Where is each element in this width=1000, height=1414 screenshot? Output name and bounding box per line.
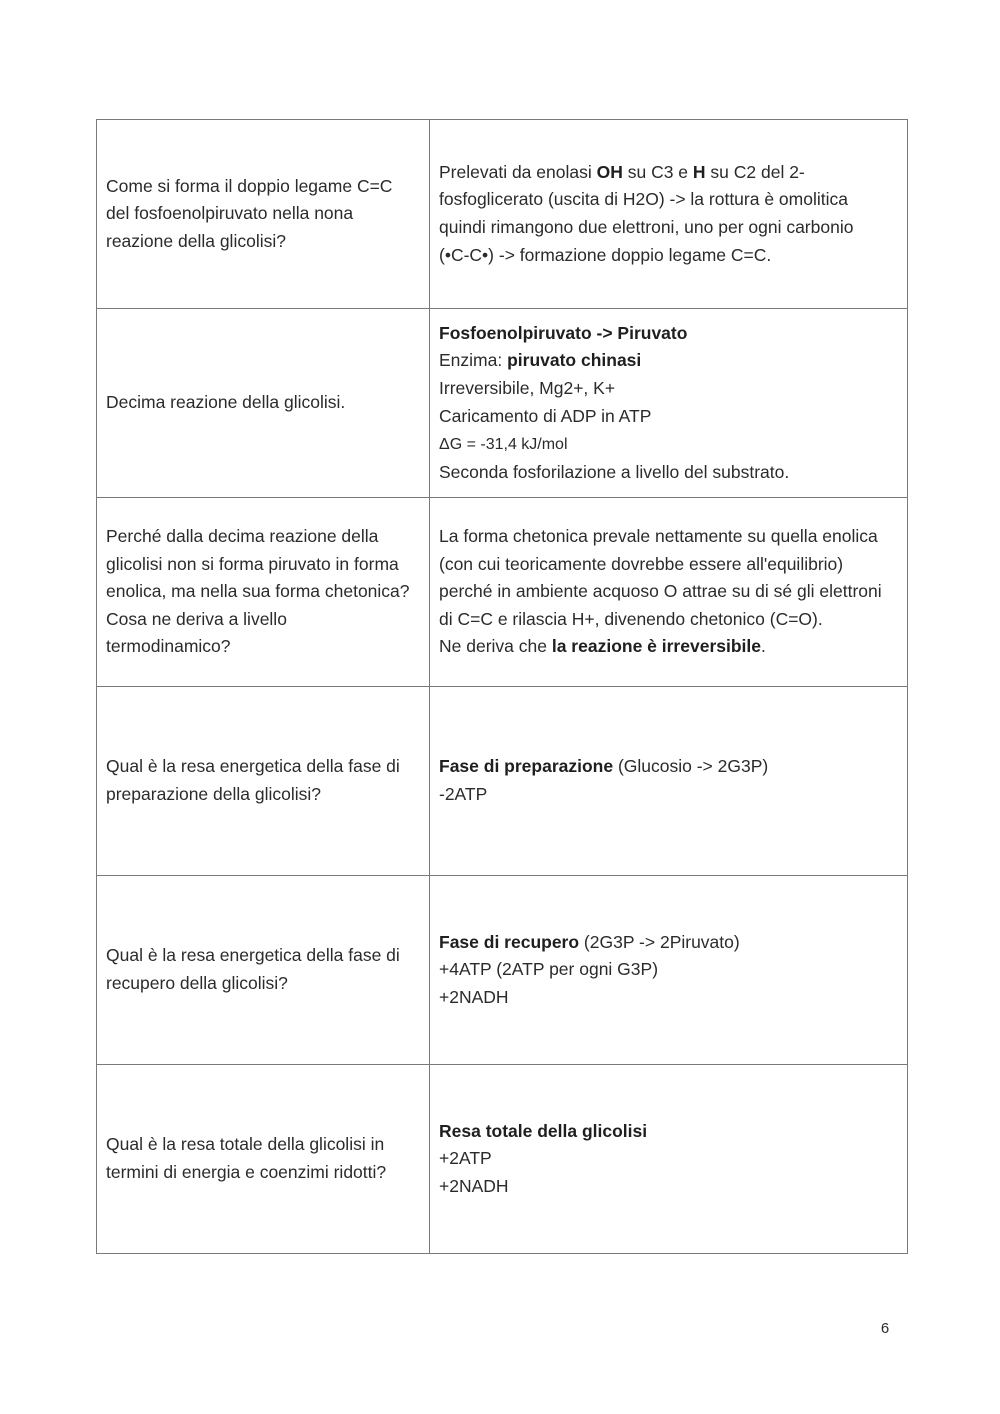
answer-text: su C2 del 2- bbox=[705, 161, 805, 182]
question-line: Qual è la resa energetica della fase di bbox=[106, 945, 400, 966]
answer-text: perché in ambiente acquoso O attrae su di sé gli elettroni bbox=[439, 581, 882, 602]
answer-text: su C3 e bbox=[622, 161, 693, 182]
answer-line bbox=[439, 523, 898, 551]
answer-line bbox=[439, 633, 898, 661]
flashcard-row bbox=[97, 498, 908, 687]
answer-line bbox=[439, 242, 898, 270]
question-line: Cosa ne deriva a livello bbox=[106, 608, 287, 629]
question-cell bbox=[97, 876, 430, 1065]
answer-cell bbox=[430, 1065, 908, 1254]
answer-text: La forma chetonica prevale nettamente su quella enolica bbox=[439, 526, 878, 547]
question-line: Qual è la resa energetica della fase di bbox=[106, 756, 400, 777]
question-line: preparazione della glicolisi? bbox=[106, 784, 321, 804]
answer-cell bbox=[430, 309, 908, 498]
answer-line bbox=[439, 430, 898, 459]
flashcard-row bbox=[97, 687, 908, 876]
answer-line bbox=[439, 984, 898, 1012]
answer-text: (Glucosio -> 2G3P) bbox=[613, 756, 769, 777]
answer-line bbox=[439, 781, 898, 809]
answer-line bbox=[439, 956, 898, 984]
question-line: Qual è la resa totale della glicolisi in bbox=[106, 1134, 385, 1155]
answer-text: (2G3P -> 2Piruvato) bbox=[579, 931, 740, 952]
question-line: recupero della glicolisi? bbox=[106, 973, 288, 993]
answer-cell bbox=[430, 876, 908, 1065]
flashcard-rows bbox=[97, 120, 908, 1254]
question-cell bbox=[97, 1065, 430, 1254]
answer-text: Prelevati da enolasi bbox=[439, 161, 597, 182]
answer-text: +2NADH bbox=[439, 1175, 509, 1196]
answer-line bbox=[439, 753, 898, 781]
question-line: glicolisi non si forma piruvato in forma bbox=[106, 553, 399, 574]
question-line: reazione della glicolisi? bbox=[106, 230, 286, 251]
answer-text: +2ATP bbox=[439, 1148, 492, 1169]
answer-text: (con cui teoricamente dovrebbe essere all'equilibrio) bbox=[439, 553, 844, 574]
answer-bold-text: piruvato chinasi bbox=[507, 350, 642, 371]
question-line: del fosfoenolpiruvato nella nona bbox=[106, 203, 354, 224]
question-line: termodinamico? bbox=[106, 636, 231, 657]
question-line: Come si forma il doppio legame C=C bbox=[106, 175, 393, 196]
answer-line bbox=[439, 929, 898, 957]
answer-line bbox=[439, 578, 898, 606]
answer-text: quindi rimangono due elettroni, uno per ogni carbonio bbox=[439, 217, 854, 237]
answer-text: Caricamento di ADP in ATP bbox=[439, 405, 652, 426]
answer-line bbox=[439, 606, 898, 634]
answer-text: (•C-C•) -> formazione doppio legame C=C. bbox=[439, 244, 772, 265]
question-cell bbox=[97, 687, 430, 876]
answer-text: Irreversibile, Mg2+, K+ bbox=[439, 377, 616, 398]
answer-text: . bbox=[761, 636, 766, 657]
flashcard-row bbox=[97, 876, 908, 1065]
question-line: Perché dalla decima reazione della bbox=[106, 526, 379, 547]
answer-cell bbox=[430, 120, 908, 309]
answer-line bbox=[439, 214, 898, 242]
answer-bold-text: Fase di recupero bbox=[439, 931, 580, 952]
answer-bold-text: OH bbox=[596, 161, 623, 182]
answer-cell bbox=[430, 498, 908, 687]
answer-line bbox=[439, 403, 898, 431]
answer-bold-text: Fosfoenolpiruvato -> Piruvato bbox=[439, 322, 688, 343]
question-cell bbox=[97, 309, 430, 498]
question-cell bbox=[97, 120, 430, 309]
answer-text: fosfoglicerato (uscita di H2O) -> la rottura è omolitica bbox=[439, 189, 848, 210]
answer-text: -2ATP bbox=[439, 784, 488, 804]
answer-bold-text: H bbox=[692, 161, 706, 182]
question-line: enolica, ma nella sua forma chetonica? bbox=[106, 581, 410, 602]
flashcard-row bbox=[97, 1065, 908, 1254]
answer-text: ΔG = -31,4 kJ/mol bbox=[439, 436, 568, 454]
answer-text: Enzima: bbox=[439, 350, 508, 371]
answer-line bbox=[439, 375, 898, 403]
answer-cell bbox=[430, 687, 908, 876]
answer-bold-text: la reazione è irreversibile bbox=[551, 636, 761, 657]
answer-line bbox=[439, 459, 898, 487]
flashcard-row bbox=[97, 309, 908, 498]
question-line: Decima reazione della glicolisi. bbox=[106, 392, 346, 413]
answer-bold-text: Fase di preparazione bbox=[439, 756, 614, 777]
answer-line bbox=[439, 551, 898, 579]
answer-line bbox=[439, 1173, 898, 1201]
answer-line bbox=[439, 159, 898, 187]
answer-line bbox=[439, 320, 898, 348]
answer-text: Seconda fosforilazione a livello del substrato. bbox=[439, 461, 790, 482]
question-cell bbox=[97, 498, 430, 687]
question-line: termini di energia e coenzimi ridotti? bbox=[106, 1162, 387, 1182]
answer-text: +4ATP (2ATP per ogni G3P) bbox=[439, 959, 659, 980]
answer-text: +2NADH bbox=[439, 986, 509, 1007]
answer-bold-text: Resa totale della glicolisi bbox=[439, 1120, 648, 1141]
answer-line bbox=[439, 347, 898, 375]
answer-line bbox=[439, 1145, 898, 1173]
page-number: 6 bbox=[880, 1320, 890, 1337]
answer-line bbox=[439, 1118, 898, 1146]
answer-text: Ne deriva che bbox=[439, 636, 552, 657]
flashcard-row bbox=[97, 120, 908, 309]
answer-text: di C=C e rilascia H+, divenendo chetonico (C=O). bbox=[439, 608, 823, 629]
flashcard-table bbox=[96, 119, 908, 1254]
answer-line bbox=[439, 186, 898, 214]
